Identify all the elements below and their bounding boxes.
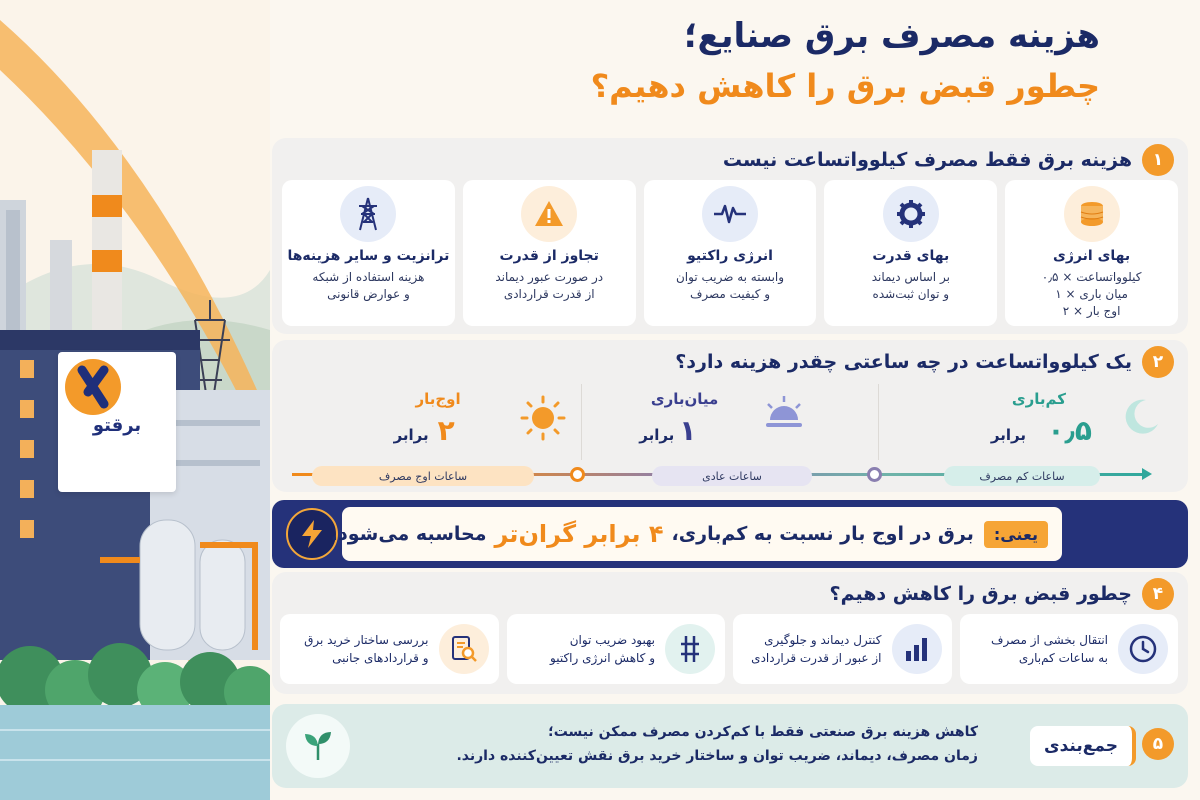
card-title: بهای انرژی bbox=[1053, 248, 1131, 264]
timeline-dot bbox=[867, 467, 882, 482]
period-peak bbox=[284, 384, 581, 460]
highlight-banner bbox=[272, 500, 1188, 568]
timeline-pill-offpeak: ساعات کم مصرف bbox=[944, 466, 1100, 486]
section-number-badge: ۱ bbox=[1142, 144, 1174, 176]
section-5-badge bbox=[1142, 728, 1174, 760]
title-line-2: چطور قبض برق را کاهش دهیم؟ bbox=[590, 67, 1100, 105]
card-line: وابسته به ضریب توان bbox=[675, 270, 785, 284]
coins-icon bbox=[1064, 186, 1120, 242]
section-1-header bbox=[723, 144, 1174, 176]
title-line-1: هزینه مصرف برق صنایع؛ bbox=[683, 16, 1100, 56]
card-title: ترانزیت و سایر هزینه‌ها bbox=[287, 248, 450, 264]
moon-icon bbox=[1118, 394, 1162, 442]
bar-chart-icon bbox=[892, 624, 942, 674]
factory-illustration bbox=[0, 0, 270, 800]
tips-list bbox=[280, 614, 1178, 684]
cost-card-demand bbox=[824, 180, 997, 326]
section-title: یک کیلوواتساعت در چه ساعتی چقدر هزینه دارد؟ bbox=[675, 351, 1132, 373]
card-desc bbox=[872, 269, 950, 303]
section-title: هزینه برق فقط مصرف کیلوواتساعت نیست bbox=[722, 149, 1132, 171]
tip-power-factor bbox=[507, 614, 726, 684]
cost-cards bbox=[282, 180, 1178, 326]
period-name: اوج‌بار bbox=[415, 390, 461, 408]
clock-icon bbox=[1118, 624, 1168, 674]
cost-card-energy bbox=[1005, 180, 1178, 326]
tip-line: و کاهش انرژی راکتیو bbox=[550, 651, 655, 665]
tip-line: کنترل دیماند و جلوگیری bbox=[764, 633, 882, 647]
brand-logo bbox=[58, 352, 176, 492]
summary-label: جمع‌بندی bbox=[1030, 726, 1136, 766]
card-line: و کیفیت مصرف bbox=[689, 287, 771, 301]
tip-line: و قراردادهای جانبی bbox=[332, 651, 429, 665]
card-line: بر اساس دیماند bbox=[871, 270, 950, 284]
pylon-icon bbox=[340, 186, 396, 242]
tip-line: به ساعات کم‌باری bbox=[1018, 651, 1108, 665]
card-line: و عوارض قانونی bbox=[327, 287, 410, 301]
card-desc bbox=[312, 269, 424, 303]
card-line: میان باری × ۱ bbox=[1055, 287, 1128, 301]
cost-card-transit bbox=[282, 180, 455, 326]
tip-text bbox=[991, 631, 1108, 667]
timeline-pill-peak: ساعات اوج مصرف bbox=[312, 466, 534, 486]
period-name: کم‌باری bbox=[1011, 390, 1066, 408]
period-mid-load bbox=[581, 384, 879, 460]
tip-line: انتقال بخشی از مصرف bbox=[991, 633, 1108, 647]
tariff-periods bbox=[284, 384, 1176, 460]
timeline-arrow-icon bbox=[1142, 468, 1152, 480]
brand-name: برقتو bbox=[92, 414, 142, 436]
tip-contracts bbox=[280, 614, 499, 684]
card-line: اوج بار × ۲ bbox=[1062, 304, 1121, 318]
section-reduce-bill bbox=[272, 572, 1188, 694]
period-unit: برابر bbox=[639, 426, 675, 444]
waveform-icon bbox=[702, 186, 758, 242]
cost-card-reactive bbox=[644, 180, 817, 326]
period-name: میان‌باری bbox=[650, 390, 719, 408]
highlight-strong: ۴ برابر گران‌تر bbox=[494, 520, 664, 548]
highlight-tag: یعنی: bbox=[984, 521, 1048, 548]
section-title: چطور قبض برق را کاهش دهیم؟ bbox=[829, 583, 1132, 605]
period-unit: برابر bbox=[393, 426, 429, 444]
period-unit: برابر bbox=[990, 426, 1026, 444]
gear-icon bbox=[883, 186, 939, 242]
tip-line: از عبور از قدرت قراردادی bbox=[751, 651, 882, 665]
summary-text bbox=[418, 720, 978, 768]
card-line: کیلوواتساعت × ۰٫۵ bbox=[1041, 270, 1142, 284]
tip-shift-load bbox=[960, 614, 1179, 684]
section-4-header bbox=[830, 578, 1174, 610]
section-number-badge: ۴ bbox=[1142, 578, 1174, 610]
highlight-content bbox=[330, 507, 1062, 561]
summary-line: کاهش هزینه برق صنعتی فقط با کم‌کردن مصرف ممکن نیست؛ bbox=[548, 724, 978, 740]
tip-demand-control bbox=[733, 614, 952, 684]
period-multiplier: ۱ bbox=[679, 414, 697, 447]
card-desc bbox=[495, 269, 603, 303]
card-desc bbox=[676, 269, 784, 303]
brand-mark-icon bbox=[58, 352, 128, 422]
sprout-icon bbox=[286, 714, 350, 778]
tariff-timeline bbox=[292, 466, 1148, 482]
card-desc bbox=[1042, 269, 1142, 320]
warning-icon bbox=[521, 186, 577, 242]
cost-card-overdemand bbox=[463, 180, 636, 326]
sunrise-icon bbox=[760, 394, 808, 438]
highlight-text-after: محاسبه می‌شود. bbox=[330, 523, 487, 545]
card-line: هزینه استفاده از شبکه bbox=[312, 270, 425, 284]
tip-text bbox=[751, 631, 881, 667]
period-multiplier: ۲ bbox=[437, 414, 455, 447]
highlight-text-before: برق در اوج بار نسبت به کم‌باری، bbox=[671, 523, 974, 545]
sun-icon bbox=[519, 394, 567, 446]
card-title: انرژی راکتیو bbox=[687, 248, 773, 264]
card-line: و توان ثبت‌شده bbox=[872, 287, 950, 301]
card-line: در صورت عبور دیماند bbox=[495, 270, 604, 284]
capacitor-icon bbox=[665, 624, 715, 674]
tip-text bbox=[304, 631, 428, 667]
section-summary bbox=[272, 704, 1188, 788]
tip-line: بررسی ساختار خرید برق bbox=[304, 633, 429, 647]
card-title: بهای قدرت bbox=[872, 248, 950, 264]
period-off-peak bbox=[878, 384, 1176, 460]
tip-text bbox=[550, 631, 655, 667]
section-cost-components bbox=[272, 138, 1188, 334]
section-number-badge: ۲ bbox=[1142, 346, 1174, 378]
page-title bbox=[340, 14, 1100, 108]
tip-line: بهبود ضریب توان bbox=[569, 633, 655, 647]
document-search-icon bbox=[439, 624, 489, 674]
section-2-header bbox=[675, 346, 1174, 378]
timeline-pill-mid: ساعات عادی bbox=[652, 466, 812, 486]
period-multiplier: ۰٫۵ bbox=[1047, 414, 1092, 447]
card-line: از قدرت قراردادی bbox=[503, 287, 595, 301]
section-number-badge: ۵ bbox=[1142, 728, 1174, 760]
section-time-of-use bbox=[272, 340, 1188, 492]
summary-line: زمان مصرف، دیماند، ضریب توان و ساختار خرید برق نقش تعیین‌کننده دارند. bbox=[456, 748, 978, 764]
timeline-dot bbox=[570, 467, 585, 482]
card-title: تجاوز از قدرت bbox=[499, 248, 599, 264]
